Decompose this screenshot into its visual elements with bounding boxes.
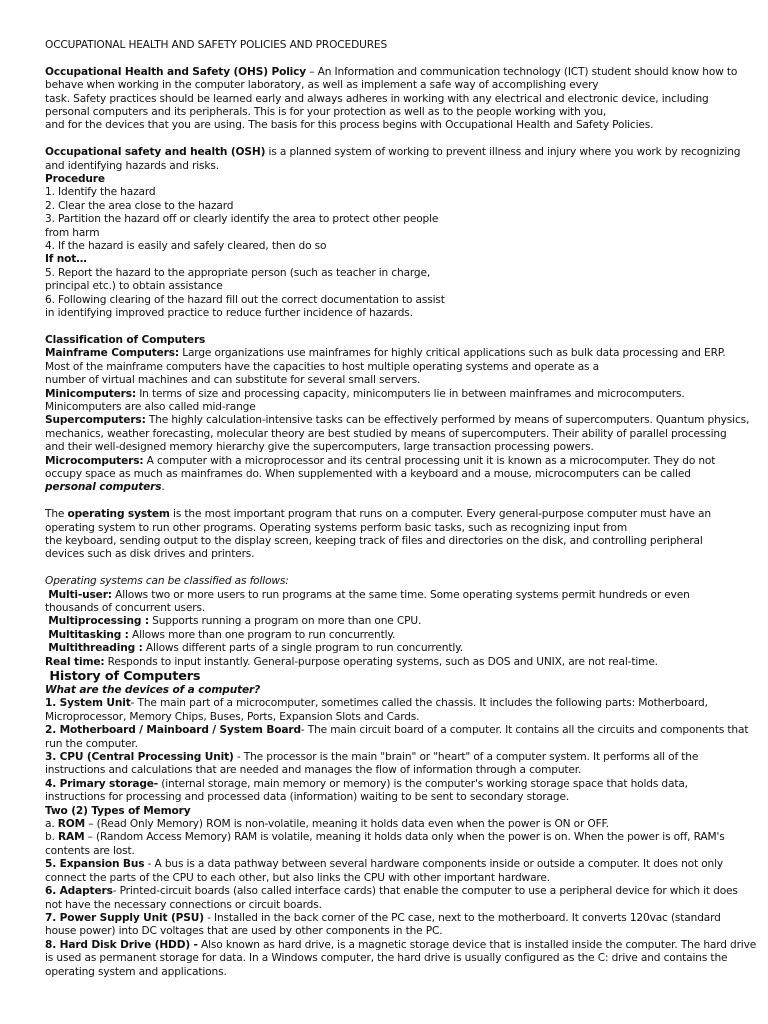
history-heading: History of Computers [49, 669, 201, 685]
procedure-step: 5. Report the hazard to the appropriate person (such as teacher in charge, [45, 266, 431, 279]
memory-types-heading: Two (2) Types of Memory [45, 804, 191, 817]
operating-system-label: operating system [67, 508, 170, 521]
ohs-policy-paragraph: Occupational Health and Safety (OHS) Policy – An Information and communication technology (ICT) student should know how to behave when working in the computer laboratory, as well as implement a safe way of accomplishing every task. Safety practices should be learned early and always adheres in working with any electrical and electronic device, including personal computers and its peripherals. This is for your protection as well as to the people working with you, and for the devices that you are using. The basis for this process begins with Occupational Health and Safety Policies. [45, 65, 738, 132]
document-title: OCCUPATIONAL HEALTH AND SAFETY POLICIES AND PROCEDURES [45, 39, 388, 51]
procedure-step: 1. Identify the hazard [45, 186, 156, 199]
adapters-label: 6. Adapters [45, 885, 113, 898]
personal-computers-term: personal computers [45, 481, 162, 494]
operating-system-paragraph: The operating system is the most important program that runs on a computer. Every general-purpose computer must have an operating system to run other programs. Operating systems perform basic tasks, such as recognizing input from the keyboard, sending output to the display screen, keeping track of files and directories on the disk, and controlling peripheral devices such as disk drives and printers. [45, 508, 711, 561]
cpu-label: 3. CPU (Central Processing Unit) [45, 751, 234, 764]
motherboard-label: 2. Motherboard / Mainboard / System Board [45, 724, 301, 737]
supercomputers-label: Supercomputers: [45, 414, 146, 427]
multiprocessing-label: Multiprocessing : [48, 615, 149, 628]
minicomputers-label: Minicomputers: [45, 387, 136, 400]
if-not-label: If not… [45, 253, 87, 266]
classification-heading: Classification of Computers [45, 333, 206, 346]
classification-section: Classification of Computers Mainframe Computers: Large organizations use mainframes for highly critical applications such as bulk data processing and ERP. Most of the mainframe computers have the capacities to host multiple operating systems and operate as a number of virtual machines and can substitute for several small servers. Minicomputers: In terms of size and processing capacity, minicomputers lie in between mainframes and microcomputers. Minicomputers are also called mid-range Supercomputers: The highly calculation-intensive tasks can be effectively performed by means of supercomputers. Quantum physics, mechanics, weather forecasting, molecular theory are best studied by means of supercomputers. Their ability of parallel processing and their well-designed memory hierarchy give the supercomputers, large transaction processing powers. Microcomputers: A computer with a microprocessor and its central processing unit it is known as a microcomputer. They do not occupy space as much as mainframes do. When supplemented with a keyboard and a mouse, microcomputers can be called personal computers. [45, 333, 750, 494]
os-classification-intro: Operating systems can be classified as follows: [45, 575, 289, 588]
history-section: History of Computers What are the devices of a computer? 1. System Unit- The main part of a microcomputer, sometimes called the chassis. It includes the following parts: Motherboard, Microprocessor, Memory Chips, Buses, Ports, Expansion Slots and Cards. 2. Motherboard / Mainboard / System Board- The main circuit board of a computer. It contains all the circuits and components that run the computer. 3. CPU (Central Processing Unit) - The processor is the main "brain" or "heart" of a computer system. It performs all of the instructions and calculations that are needed and manages the flow of information through a computer. 4. Primary storage- (internal storage, main memory or memory) is the computer's working storage space that holds data, instructions for processing and processed data (information) waiting to be sent to secondary storage. Two (2) Types of Memory a. ROM – (Read Only Memory) ROM is non-volatile, meaning it holds data even when the power is ON or OFF. b. RAM – (Random Access Memory) RAM is volatile, meaning it holds data only when the power is on. When the power is off, RAM's contents are lost. 5. Expansion Bus - A bus is a data pathway between several hardware components inside or outside a computer. It does not only connect the parts of the CPU to each other, but also links the CPU with other important hardware. 6. Adapters- Printed-circuit boards (also called interface cards) that enable the computer to use a peripheral device for which it does not have the necessary connections or circuit boards. 7. Power Supply Unit (PSU) - Installed in the back corner of the PC case, next to the motherboard. It converts 120vac (standard house power) into DC voltages that are used by other components in the PC. 8. Hard Disk Drive (HDD) - Also known as hard drive, is a magnetic storage device that is installed inside the computer. The hard drive is used as permanent storage for data. In a Windows computer, the hard drive is usually configured as the C: drive and contains the operating system and applications. [45, 669, 757, 978]
system-unit-label: 1. System Unit [45, 697, 131, 710]
rom-label: ROM [57, 818, 86, 831]
procedure-step: 6. Following clearing of the hazard fill out the correct documentation to assist [45, 293, 445, 306]
psu-label: 7. Power Supply Unit (PSU) [45, 911, 204, 924]
document-page [45, 39, 757, 979]
osh-label: Occupational safety and health (OSH) [45, 146, 266, 159]
microcomputers-label: Microcomputers: [45, 454, 144, 467]
procedure-step: 3. Partition the hazard off or clearly identify the area to protect other people [45, 213, 439, 226]
real-time-label: Real time: [45, 655, 105, 668]
multi-user-label: Multi-user: [48, 588, 112, 601]
procedure-heading: Procedure [45, 173, 105, 186]
primary-storage-label: 4. Primary storage- [45, 777, 159, 790]
ohs-policy-label: Occupational Health and Safety (OHS) Policy [45, 65, 307, 78]
procedure-step: 4. If the hazard is easily and safely cleared, then do so [45, 240, 327, 253]
procedure-step: 2. Clear the area close to the hazard [45, 199, 234, 212]
multithreading-label: Multithreading : [48, 642, 143, 655]
procedure-section: Procedure 1. Identify the hazard 2. Clear the area close to the hazard 3. Partition the hazard off or clearly identify the area to protect other people from harm 4. If the hazard is easily and safely cleared, then do so If not… 5. Report the hazard to the appropriate person (such as teacher in charge, principal etc.) to obtain assistance 6. Following clearing of the hazard fill out the correct documentation to assist in identifying improved practice to reduce further incidence of hazards. [45, 173, 725, 320]
hdd-label: 8. Hard Disk Drive (HDD) - [45, 938, 198, 951]
osh-paragraph: Occupational safety and health (OSH) is a planned system of working to prevent illness and injury where you work by recognizing and identifying hazards and risks. [45, 146, 741, 172]
os-classification-list: Operating systems can be classified as follows: Multi-user: Allows two or more users to run programs at the same time. Some operating systems permit hundreds or even thousands of concurrent users. Multiprocessing : Supports running a program on more than one CPU. Multitasking : Allows more than one program to run concurrently. Multithreading : Allows different parts of a single program to run concurrently. Real time: Responds to input instantly. General-purpose operating systems, such as DOS and UNIX, are not real-time. [45, 575, 690, 668]
devices-question: What are the devices of a computer? [45, 684, 261, 697]
mainframe-label: Mainframe Computers: [45, 347, 179, 360]
multitasking-label: Multitasking : [48, 628, 129, 641]
ram-label: RAM [58, 831, 85, 844]
expansion-bus-label: 5. Expansion Bus [45, 858, 145, 871]
